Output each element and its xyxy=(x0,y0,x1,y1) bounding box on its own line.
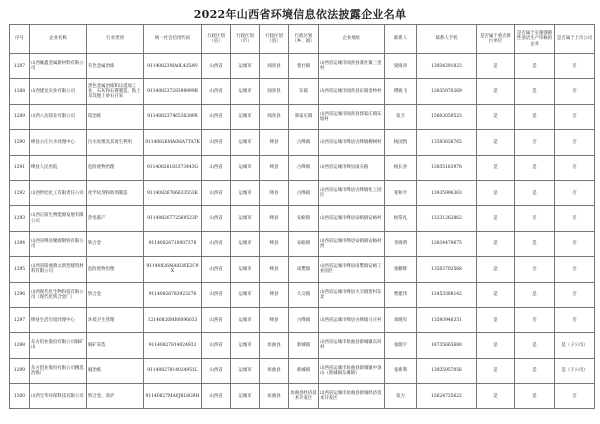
table-cell: 否 xyxy=(555,180,595,205)
table-cell: 杨长喜 xyxy=(385,155,417,180)
table-cell: 13453388142 xyxy=(417,282,477,307)
table-cell: 闻喜县 xyxy=(260,54,289,79)
table-cell: 91140827814024932 xyxy=(144,333,202,358)
table-cell: 山西省 xyxy=(202,180,231,205)
table-cell: 古绛镇 xyxy=(289,180,319,205)
table-cell: 山西省 xyxy=(202,155,231,180)
table-cell: 运城市 xyxy=(231,104,260,129)
table-cell: 是 xyxy=(515,104,555,129)
table-cell: 曹建伟 xyxy=(385,282,417,307)
table-cell: 山西省 xyxy=(202,282,231,307)
table-row xyxy=(10,257,595,282)
table-cell: 危险废物治理 xyxy=(87,257,144,282)
header-cell: 行业类别 xyxy=(87,25,144,54)
table-row xyxy=(10,130,595,155)
table-cell: 91140823746536389X xyxy=(144,104,202,129)
table-cell: 古绛镇 xyxy=(289,155,319,180)
table-cell: 山西省运城市绛县古绛镇化工园区 xyxy=(319,180,385,205)
table-cell: 1296 xyxy=(10,282,30,307)
table-cell: 1295 xyxy=(10,257,30,282)
table-cell: 是 xyxy=(515,358,555,383)
table-cell: 山西省运城市闻喜县裴社镇三里村 xyxy=(319,54,385,79)
table-cell: 绛县 xyxy=(260,206,289,231)
table-cell: 运城市 xyxy=(231,206,260,231)
table-cell: 15624725622 xyxy=(417,384,477,409)
table-cell: 绛县 xyxy=(260,282,289,307)
table-row xyxy=(10,307,595,332)
table-cell: 91140826766633553K xyxy=(144,180,202,205)
table-cell: 是 xyxy=(515,231,555,256)
table-cell: 山西省运城市闻喜县东镇金岭村 xyxy=(319,79,385,104)
table-cell: 是 xyxy=(477,155,515,180)
table-cell: 否 xyxy=(515,257,555,282)
table-cell: 山西省运城市绛县安峪镇安峪村 xyxy=(319,206,385,231)
table-cell: 91140826MA0HA7TA7K xyxy=(144,130,202,155)
table-cell: 山西雁鑫金属新材料有限公司 xyxy=(30,54,87,79)
table-cell: 山西省运城市绛县安峪镇安峪村西 xyxy=(319,231,385,256)
table-cell: 杨常礼 xyxy=(385,206,417,231)
table-cell: 山西宝华环保科技有限公司 xyxy=(30,384,87,409)
table-cell: 91140826MA0LWE2C9X xyxy=(144,257,202,282)
table-cell: 新城镇 xyxy=(289,358,319,383)
header-cell: 企业地址 xyxy=(319,25,385,54)
header-cell: 是否属于上市公司 xyxy=(555,25,595,54)
table-cell: 1290 xyxy=(10,130,30,155)
table-cell: 山西八达镁业有限公司 xyxy=(30,104,87,129)
table-cell: 是 xyxy=(515,54,555,79)
table-cell: 91140827814024951L xyxy=(144,358,202,383)
table-cell: 12140826MB0096033 xyxy=(144,307,202,332)
table-row xyxy=(10,206,595,231)
table-cell: 运城市 xyxy=(231,358,260,383)
table-cell: 傅锐飞 xyxy=(385,79,417,104)
table-cell: 运城市 xyxy=(231,333,260,358)
table-cell: 1294 xyxy=(10,231,30,256)
table-cell: 铁合金 xyxy=(87,231,144,256)
table-cell: 是 xyxy=(515,155,555,180)
table-cell: 梁海涛 xyxy=(385,54,417,79)
table-cell: 否 xyxy=(515,130,555,155)
table-cell: 否 xyxy=(515,307,555,332)
header-cell: 行政区划（省） xyxy=(202,25,231,54)
table-cell: 山西省运城市垣曲县新城经济技术开发区 xyxy=(319,384,385,409)
table-cell: 山西省运城市绛县大交镇贺村东北 xyxy=(319,282,385,307)
table-cell: 91140827MA0JBL0G9H xyxy=(144,384,202,409)
table-cell: 1289 xyxy=(10,104,30,129)
table-cell: 山西省 xyxy=(202,79,231,104)
table-cell: 绛县 xyxy=(260,130,289,155)
header-cell: 行政区划（县） xyxy=(260,25,289,54)
enterprise-table xyxy=(9,24,595,409)
table-cell: 是 xyxy=(515,180,555,205)
table-cell: 否 xyxy=(555,282,595,307)
table-cell: 是 xyxy=(477,257,515,282)
table-cell: 裴社镇 xyxy=(289,54,319,79)
table-cell: 运城市 xyxy=(231,180,260,205)
table-cell: 黑色金属冶炼和压延加工业，石灰和石膏制造，粘土及其他土砂石开采 xyxy=(87,79,144,104)
table-cell: 13835183978 xyxy=(417,155,477,180)
table-body xyxy=(10,54,595,409)
table-cell: 张晓宇 xyxy=(385,333,417,358)
table-cell: 绛县 xyxy=(260,231,289,256)
table-cell: 山西建龙实业有限公司 xyxy=(30,79,87,104)
table-row xyxy=(10,79,595,104)
table-cell: 是 xyxy=(477,54,515,79)
header-cell: 行政区划（市） xyxy=(231,25,260,54)
table-cell: 1297 xyxy=(10,307,30,332)
header-cell: 统一社会信用代码 xyxy=(144,25,202,54)
table-cell: 闻喜县 xyxy=(260,104,289,129)
table-row xyxy=(10,333,595,358)
table-cell: 1291 xyxy=(10,155,30,180)
table-cell: 安峪镇 xyxy=(289,206,319,231)
table-cell: 山西省 xyxy=(202,104,231,129)
table-row xyxy=(10,358,595,383)
table-cell: 张鹏辉 xyxy=(385,257,417,282)
table-cell: 是 xyxy=(477,206,515,231)
table-cell: 否 xyxy=(555,206,595,231)
table-cell: 铜矿采选 xyxy=(87,333,144,358)
table-cell: 13593638765 xyxy=(417,130,477,155)
table-cell: 13503792568 xyxy=(417,257,477,282)
header-cell: 行政区划（乡、镇） xyxy=(289,25,319,54)
table-cell: 垣曲县 xyxy=(260,333,289,358)
table-cell: 山西世纪化工有限责任公司 xyxy=(30,180,87,205)
table-cell: 是 xyxy=(477,282,515,307)
table-cell: 山西省运城市绛县古绛镇柳树村 xyxy=(319,130,385,155)
header-cell: 联系人手机 xyxy=(417,25,477,54)
table-cell: 绛县 xyxy=(260,257,289,282)
table-cell: 13935957056 xyxy=(417,358,477,383)
table-cell: 是 xyxy=(477,104,515,129)
table-cell: 是 xyxy=(477,333,515,358)
table-cell: 1293 xyxy=(10,206,30,231)
table-cell: 垣曲县经济技术开发区 xyxy=(289,384,319,409)
table-cell: 运城市 xyxy=(231,384,260,409)
table-cell: 山西省运城市垣曲县新城镇东河村 xyxy=(319,333,385,358)
table-cell: 13935996363 xyxy=(417,180,477,205)
table-cell: 1299 xyxy=(10,358,30,383)
document-title: 2022年山西省环境信息依法披露企业名单 xyxy=(193,8,407,21)
table-cell: 运城市 xyxy=(231,257,260,282)
table-cell: 山西省运城市绛县南关路 xyxy=(319,155,385,180)
table-cell: 山西省绛县聚源钢铁有限公司 xyxy=(30,231,87,256)
table-cell: 化学试剂和助剂制造 xyxy=(87,180,144,205)
table-cell: 垣曲县 xyxy=(260,358,289,383)
table-cell: 运城市 xyxy=(231,54,260,79)
table-cell: 18735665680 xyxy=(417,333,477,358)
table-cell: 绛县 xyxy=(260,307,289,332)
table-cell: 李海明 xyxy=(385,231,417,256)
table-cell: 山西省运城市闻喜县郭家庄镇东坡村 xyxy=(319,104,385,129)
table-cell: 否 xyxy=(555,54,595,79)
table-cell: 东镇 xyxy=(289,79,319,104)
table-cell: 91140823MA0L4354N xyxy=(144,54,202,79)
table-cell: 山西省 xyxy=(202,257,231,282)
table-cell: 是 xyxy=(477,307,515,332)
table-cell: 是 xyxy=(477,358,515,383)
table-cell: 13231262862 xyxy=(417,206,477,231)
table-cell: 山西省 xyxy=(202,358,231,383)
table-cell: 91140826183373443G xyxy=(144,155,202,180)
table-cell: 杨国凯 xyxy=(385,130,417,155)
table-cell: 是 xyxy=(515,333,555,358)
table-cell: 运城市 xyxy=(231,155,260,180)
table-cell: 绛县 xyxy=(260,180,289,205)
table-cell: 运城市 xyxy=(231,231,260,256)
table-row xyxy=(10,282,595,307)
table-header-row xyxy=(10,25,595,54)
table-cell: 绛县 xyxy=(260,155,289,180)
table-cell: 张和平 xyxy=(385,180,417,205)
table-cell: 1300 xyxy=(10,384,30,409)
table-cell: 1287 xyxy=(10,54,30,79)
table-cell: 镁冶炼 xyxy=(87,104,144,129)
table-cell: 山西省 xyxy=(202,384,231,409)
table-cell: 山西省运城市绛县南樊镇安峪工业园区 xyxy=(319,257,385,282)
table-cell: 否 xyxy=(555,307,595,332)
table-cell: 91140826710007378 xyxy=(144,231,202,256)
table-row xyxy=(10,384,595,409)
table-cell: 山西省 xyxy=(202,54,231,79)
table-row xyxy=(10,180,595,205)
table-cell: 环境卫生管理 xyxy=(87,307,144,332)
table-cell: 是 xyxy=(477,130,515,155)
table-cell: 是（子公司） xyxy=(555,358,595,383)
table-cell: 13835970269 xyxy=(417,79,477,104)
table-cell: 古绛镇 xyxy=(289,307,319,332)
table-cell: 山西省运城市绛县古绛镇马庄村 xyxy=(319,307,385,332)
table-cell: 绛县人民医院 xyxy=(30,155,87,180)
table-cell: 污水处理及其再生利用 xyxy=(87,130,144,155)
table-cell: 山西正阳生物能源发展有限公司 xyxy=(30,206,87,231)
table-cell: 东方铝业股份有限公司铜矿山 xyxy=(30,333,87,358)
table-cell: 15603059523 xyxy=(417,104,477,129)
header-cell: 联系人 xyxy=(385,25,417,54)
table-cell: 否 xyxy=(555,384,595,409)
table-cell: 运城市 xyxy=(231,79,260,104)
table-cell: 是 xyxy=(515,282,555,307)
table-cell: 绛县公庄污水处理中心 xyxy=(30,130,87,155)
table-cell: 山西省 xyxy=(202,231,231,256)
table-cell: 否 xyxy=(555,130,595,155)
table-cell: 危险废物治理 xyxy=(87,155,144,180)
table-cell: 1288 xyxy=(10,79,30,104)
table-cell: 13934291823 xyxy=(417,54,477,79)
header-cell: 是否属于实施强制性清洁生产审核的企业 xyxy=(515,25,555,54)
table-cell: 91140826783923276 xyxy=(144,282,202,307)
table-cell: 是 xyxy=(477,79,515,104)
table-cell: 山西省 xyxy=(202,130,231,155)
table-cell: 安峪镇 xyxy=(289,231,319,256)
table-cell: 山西省运城市垣曲县新城镇中条山（新城镇东滩镇） xyxy=(319,358,385,383)
table-cell: 闻喜县 xyxy=(260,79,289,104)
table-cell: 垣曲县 xyxy=(260,384,289,409)
table-cell: 是 xyxy=(515,384,555,409)
table-cell: 否 xyxy=(555,231,595,256)
table-cell: 铜冶炼 xyxy=(87,358,144,383)
table-cell: 运城市 xyxy=(231,307,260,332)
table-cell: 郭家庄镇 xyxy=(289,104,319,129)
table-cell: 否 xyxy=(515,206,555,231)
table-cell: 山西省 xyxy=(202,307,231,332)
table-cell: 否 xyxy=(555,104,595,129)
table-cell: 张力 xyxy=(385,384,417,409)
table-cell: 13593946331 xyxy=(417,307,477,332)
table-cell: 运城市 xyxy=(231,130,260,155)
table-cell: 绛县生活垃圾处理中心 xyxy=(30,307,87,332)
table-cell: 是 xyxy=(477,231,515,256)
table-row xyxy=(10,231,595,256)
table-cell: 是（子公司） xyxy=(555,333,595,358)
table-cell: 1298 xyxy=(10,333,30,358)
table-cell: 古绛镇 xyxy=(289,130,319,155)
table-cell: 91140823729398999B xyxy=(144,79,202,104)
table-cell: 山西省 xyxy=(202,333,231,358)
table-cell: 东方铝业股份有限公司精选冶炼厂 xyxy=(30,358,87,383)
table-row xyxy=(10,104,595,129)
table-cell: 山西省 xyxy=(202,206,231,231)
table-cell: 大交镇 xyxy=(289,282,319,307)
table-cell: 铁合金 xyxy=(87,282,144,307)
header-cell: 序号 xyxy=(10,25,30,54)
table-cell: 张卫 xyxy=(385,104,417,129)
table-cell: 刘晓军 xyxy=(385,307,417,332)
table-cell: 1292 xyxy=(10,180,30,205)
table-cell: 热电联产 xyxy=(87,206,144,231)
table-cell: 13834479675 xyxy=(417,231,477,256)
table-cell: 否 xyxy=(555,155,595,180)
table-cell: 山西省阳曲燕文新型建筑材料有限公司 xyxy=(30,257,87,282)
table-cell: 铁合金、高炉 xyxy=(87,384,144,409)
table-row xyxy=(10,54,595,79)
table-cell: 是 xyxy=(515,79,555,104)
table-row xyxy=(10,155,595,180)
table-cell: 否 xyxy=(555,257,595,282)
table-cell: 山西现代化生物科技有限公司（现代化铁合金厂） xyxy=(30,282,87,307)
table-cell: 否 xyxy=(555,79,595,104)
table-cell: 是 xyxy=(477,384,515,409)
header-cell: 企业名称 xyxy=(30,25,87,54)
table-cell: 是 xyxy=(477,180,515,205)
table-cell: 张新利 xyxy=(385,358,417,383)
header-cell: 是否属于重点排污单位 xyxy=(477,25,515,54)
table-cell: 南樊镇 xyxy=(289,257,319,282)
table-cell: 91140826772569523P xyxy=(144,206,202,231)
table-cell: 新城镇 xyxy=(289,333,319,358)
table-cell: 运城市 xyxy=(231,282,260,307)
table-cell: 有色金属冶炼 xyxy=(87,54,144,79)
